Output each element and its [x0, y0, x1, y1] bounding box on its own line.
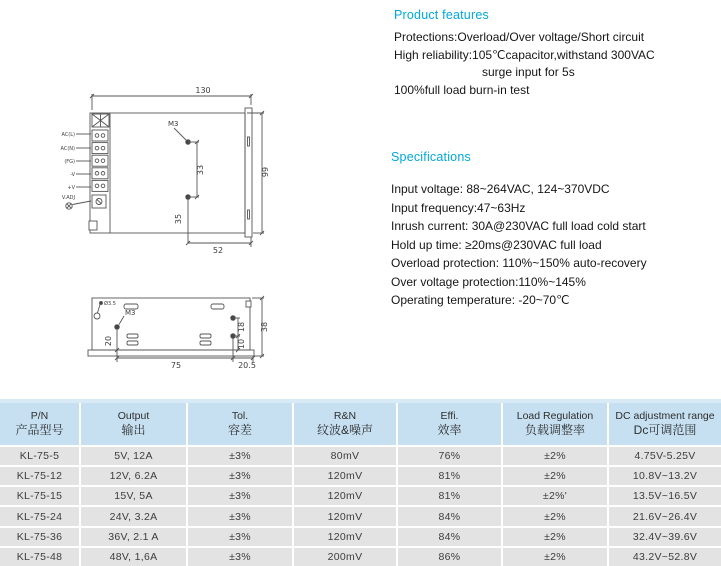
- table-cell: 4.75V-5.25V: [609, 447, 721, 465]
- col-header-zh: 效率: [437, 423, 462, 437]
- table-cell: ±2%: [503, 528, 607, 546]
- table-cell: ±2%': [503, 487, 607, 505]
- dim-20-label: 20: [104, 335, 113, 347]
- adjuster-label: V.ADJ: [61, 195, 75, 201]
- dim-38-label: 38: [260, 321, 269, 333]
- col-header-effi: [398, 403, 501, 445]
- product-features-heading: Product features: [394, 8, 489, 22]
- table-cell: ±2%: [503, 548, 607, 566]
- col-header-zh: 容差: [227, 423, 252, 437]
- spec-line: Inrush current: 30A@230VAC full load cold start: [391, 219, 646, 233]
- table-cell: KL-75-15: [0, 487, 79, 505]
- table-cell: KL-75-24: [0, 507, 79, 525]
- table-cell: ±2%: [503, 447, 607, 465]
- col-header-pn: [0, 403, 79, 445]
- table-cell: ±2%: [503, 507, 607, 525]
- col-header-loadreg: [503, 403, 607, 445]
- feature-line: Protections:Overload/Over voltage/Short circuit: [394, 30, 645, 44]
- col-header-output: [81, 403, 186, 445]
- table-cell: 15V, 5A: [81, 487, 186, 505]
- col-header-dcadj: [609, 403, 721, 445]
- table-cell: 32.4V~39.6V: [609, 528, 721, 546]
- table-cell: ±3%: [188, 507, 292, 525]
- feature-line: High reliability:105℃capacitor,withstand 300VAC: [394, 47, 655, 62]
- terminal-label-plusv: +V: [67, 185, 75, 191]
- dim-205-label: 20.5: [238, 361, 256, 370]
- col-header-en: Effi.: [440, 410, 459, 422]
- table-cell: 76%: [398, 447, 501, 465]
- table-cell: ±3%: [188, 467, 292, 485]
- table-cell: ±2%: [503, 467, 607, 485]
- spec-line: Overload protection: 110%~150% auto-recovery: [391, 256, 647, 270]
- spec-table: [0, 403, 721, 566]
- hole-label-bottom: M3: [125, 309, 136, 317]
- dim-height-label: 99: [261, 166, 270, 178]
- mechanical-drawing: [55, 80, 305, 380]
- case-outline: [90, 113, 245, 233]
- dim-33-label: 33: [196, 164, 205, 176]
- hole-label-front: M3: [168, 120, 179, 128]
- terminal-label-minusv: -V: [70, 172, 75, 178]
- table-cell: 120mV: [294, 528, 396, 546]
- dim-52-label: 52: [212, 246, 224, 255]
- col-header-en: DC adjustment range: [615, 410, 715, 422]
- table-cell: ±3%: [188, 548, 292, 566]
- dim-35-label: 35: [174, 213, 183, 225]
- spec-table-band: [0, 399, 721, 566]
- col-header-en: Load Regulation: [516, 410, 594, 422]
- table-cell: 10.8V~13.2V: [609, 467, 721, 485]
- table-cell: ±3%: [188, 447, 292, 465]
- table-cell: 120mV: [294, 507, 396, 525]
- col-header-rn: [294, 403, 396, 445]
- table-cell: 24V, 3.2A: [81, 507, 186, 525]
- potentiometer-icon: [66, 201, 91, 209]
- table-cell: 48V, 1,6A: [81, 548, 186, 566]
- terminal-block: [92, 130, 108, 191]
- feature-line: surge input for 5s: [482, 65, 575, 79]
- dim-75-label: 75: [170, 361, 182, 370]
- col-header-en: Output: [117, 410, 150, 422]
- spec-line: Over voltage protection:110%~145%: [391, 274, 586, 289]
- spec-line: Operating temperature: -20~70℃: [391, 293, 570, 307]
- table-cell: 5V, 12A: [81, 447, 186, 465]
- col-header-en: P/N: [30, 410, 49, 422]
- terminal-label-fg: (FG): [64, 159, 75, 165]
- table-cell: 120mV: [294, 467, 396, 485]
- col-header-zh: 输出: [121, 423, 146, 437]
- drawing-svg: [55, 80, 305, 380]
- col-header-zh: 产品型号: [15, 423, 64, 437]
- table-cell: KL-75-48: [0, 548, 79, 566]
- table-cell: 80mV: [294, 447, 396, 465]
- specifications-heading: Specifications: [391, 150, 471, 164]
- specifications-section: [391, 150, 721, 310]
- table-cell: 81%: [398, 487, 501, 505]
- table-cell: 81%: [398, 467, 501, 485]
- table-cell: 36V, 2.1 A: [81, 528, 186, 546]
- terminal-label-acl: AC(L): [61, 132, 75, 138]
- col-header-zh: Dc可调范围: [633, 423, 697, 437]
- table-cell: 43.2V~52.8V: [609, 548, 721, 566]
- product-features-section: [394, 8, 716, 99]
- table-cell: ±3%: [188, 487, 292, 505]
- spec-line: Input voltage: 88~264VAC, 124~370VDC: [391, 182, 610, 196]
- table-cell: 86%: [398, 548, 501, 566]
- col-header-en: Tol.: [231, 410, 249, 422]
- dim-width-label: 130: [195, 86, 211, 95]
- table-cell: 120mV: [294, 487, 396, 505]
- dim-18-label: 18: [237, 321, 246, 333]
- table-cell: 84%: [398, 507, 501, 525]
- voltage-adjuster: [92, 195, 106, 208]
- col-header-en: R&N: [333, 410, 357, 422]
- col-header-zh: 负载调整率: [524, 423, 585, 437]
- col-header-zh: 纹波&噪声: [316, 423, 373, 437]
- table-cell: 12V, 6.2A: [81, 467, 186, 485]
- table-cell: 13.5V~16.5V: [609, 487, 721, 505]
- right-flange: [245, 108, 252, 237]
- table-cell: 200mV: [294, 548, 396, 566]
- table-cell: ±3%: [188, 528, 292, 546]
- spec-line: Hold up time: ≥20ms@230VAC full load: [391, 237, 602, 252]
- dim-10-label: 10: [237, 338, 246, 350]
- terminal-label-acn: AC(N): [60, 146, 75, 152]
- col-header-tol: [188, 403, 292, 445]
- front-view: [66, 94, 264, 247]
- table-cell: 21.6V~26.4V: [609, 507, 721, 525]
- table-cell: 84%: [398, 528, 501, 546]
- feature-line: 100%full load burn-in test: [394, 82, 530, 97]
- spec-line: Input frequency:47~63Hz: [391, 200, 526, 215]
- table-cell: KL-75-5: [0, 447, 79, 465]
- table-cell: KL-75-12: [0, 467, 79, 485]
- table-cell: KL-75-36: [0, 528, 79, 546]
- hole-dia-label: Ø3.5: [104, 301, 116, 307]
